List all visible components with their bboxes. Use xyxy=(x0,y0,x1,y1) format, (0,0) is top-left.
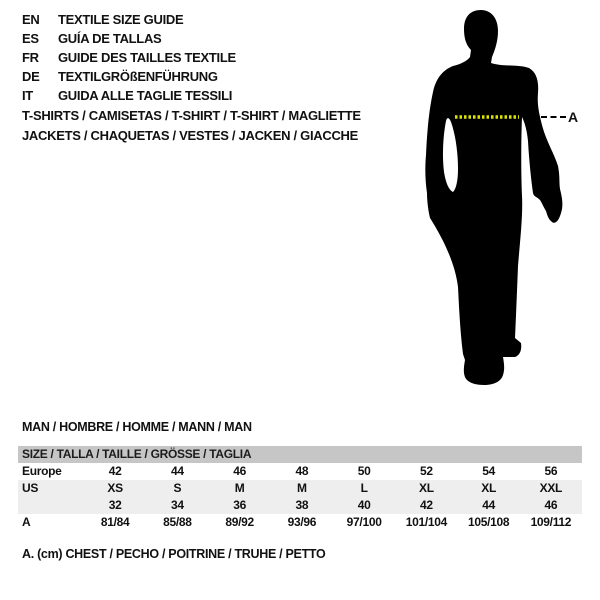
size-value: 40 xyxy=(357,498,371,512)
table-row-numeric xyxy=(18,497,582,514)
measure-label-a: A xyxy=(568,109,579,125)
size-value: 38 xyxy=(295,498,309,512)
table-row-us xyxy=(18,480,582,497)
size-value: 105/108 xyxy=(467,515,510,529)
size-value: 48 xyxy=(295,464,309,478)
table-row-a-chest xyxy=(18,514,582,531)
language-label: GUIDE DES TAILLES TEXTILE xyxy=(58,50,236,65)
language-code: ES xyxy=(22,31,39,46)
size-value: 42 xyxy=(108,464,122,478)
row-label: US xyxy=(22,481,39,495)
language-code: DE xyxy=(22,69,40,84)
row-label: Europe xyxy=(22,464,62,478)
category-line-jackets: JACKETS / CHAQUETAS / VESTES / JACKEN / GIACCHE xyxy=(22,128,358,143)
category-line-tshirts: T-SHIRTS / CAMISETAS / T-SHIRT / T-SHIRT / MAGLIETTE xyxy=(22,108,361,123)
language-code: FR xyxy=(22,50,39,65)
size-value: 93/96 xyxy=(287,515,317,529)
size-value: 34 xyxy=(171,498,184,512)
size-value: L xyxy=(360,481,368,495)
size-value: XXL xyxy=(539,481,563,495)
size-value: 46 xyxy=(233,464,246,478)
language-label: TEXTILE SIZE GUIDE xyxy=(58,12,184,27)
section-title-man: MAN / HOMBRE / HOMME / MANN / MAN xyxy=(22,420,252,434)
footnote-chest-measure: A. (cm) CHEST / PECHO / POITRINE / TRUHE / PETTO xyxy=(22,547,326,561)
man-silhouette-svg xyxy=(415,0,565,400)
size-value: 81/84 xyxy=(100,515,130,529)
size-value: 42 xyxy=(420,498,433,512)
row-label xyxy=(18,497,84,514)
language-code: EN xyxy=(22,12,40,27)
measure-callout-dash xyxy=(541,116,566,118)
size-value: 97/100 xyxy=(346,515,382,529)
size-value: 54 xyxy=(482,464,495,478)
size-value: XL xyxy=(419,481,434,495)
size-value: 44 xyxy=(171,464,184,478)
size-value: XL xyxy=(481,481,496,495)
size-value: 52 xyxy=(420,464,433,478)
man-silhouette-shape xyxy=(425,10,562,385)
size-value: 109/112 xyxy=(530,515,572,529)
size-table xyxy=(18,446,582,531)
size-value: 101/104 xyxy=(405,515,448,529)
size-value: XS xyxy=(107,481,123,495)
size-value: M xyxy=(234,481,245,495)
size-value: 46 xyxy=(544,498,558,512)
table-row-europe xyxy=(18,463,582,480)
size-value: 50 xyxy=(357,464,371,478)
size-value: 56 xyxy=(544,464,558,478)
size-value: 44 xyxy=(482,498,495,512)
row-label: A xyxy=(22,515,31,529)
size-value: 36 xyxy=(233,498,246,512)
size-value: S xyxy=(173,481,182,495)
size-value: 85/88 xyxy=(163,515,192,529)
size-table-header: SIZE / TALLA / TAILLE / GRÖSSE / TAGLIA xyxy=(18,446,582,463)
size-value: M xyxy=(297,481,307,495)
language-code: IT xyxy=(22,88,33,103)
language-label: TEXTILGRÖßENFÜHRUNG xyxy=(58,69,218,84)
language-label: GUIDA ALLE TAGLIE TESSILI xyxy=(58,88,233,103)
size-value: 89/92 xyxy=(225,515,254,529)
language-label: GUÍA DE TALLAS xyxy=(58,31,162,46)
size-value: 32 xyxy=(108,498,122,512)
